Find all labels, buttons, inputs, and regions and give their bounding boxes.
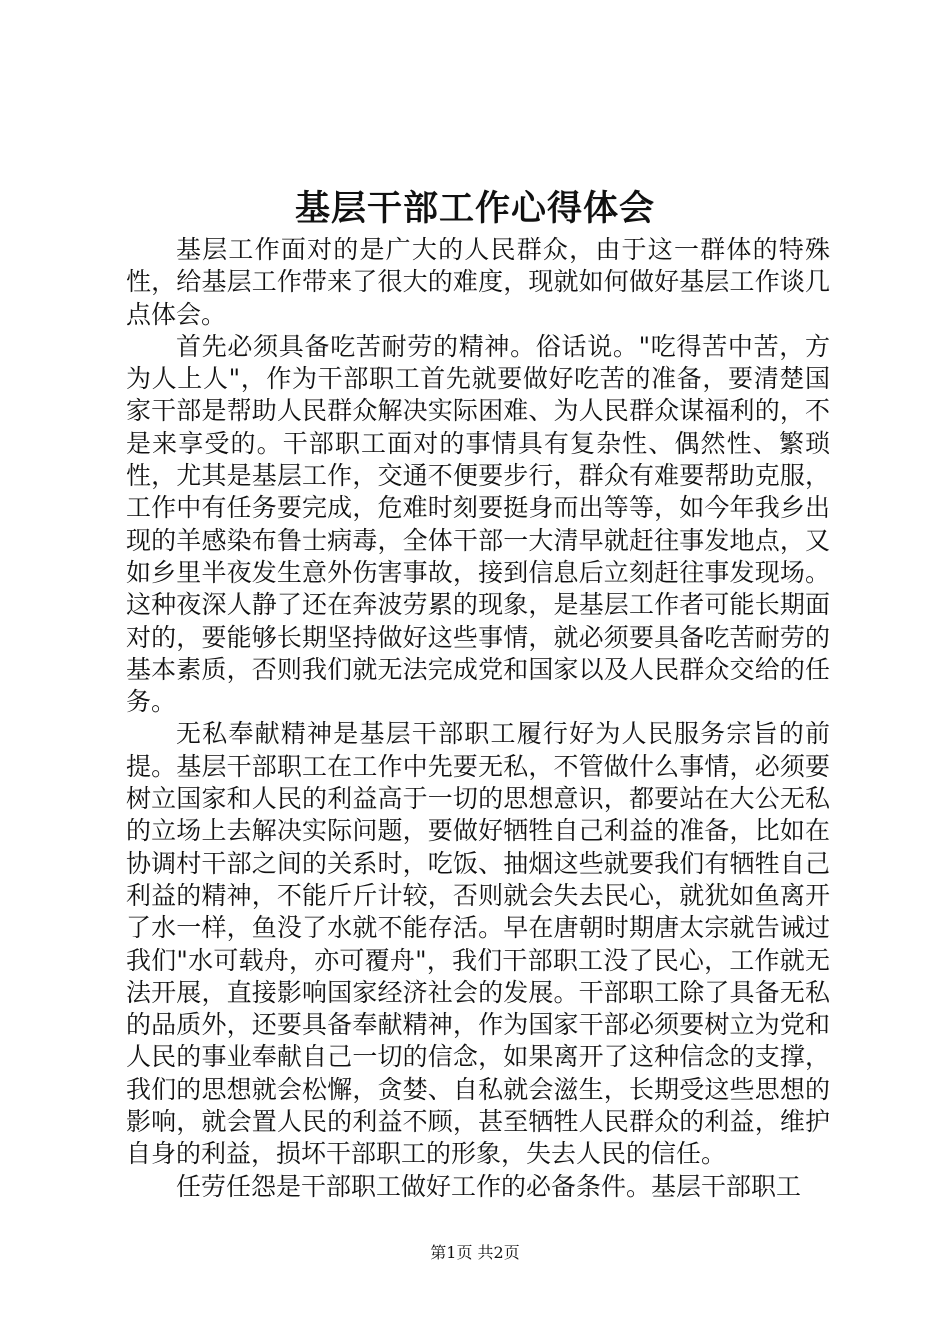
paragraph-hardship: 首先必须具备吃苦耐劳的精神。俗话说。"吃得苦中苦，方为人上人"，作为干部职工首先就要做好吃苦的准备，要清楚国家干部是帮助人民群众解决实际困难、为人民群众谋福利的，不是来享受的。干部职工面对的事情具有复杂性、偶然性、繁琐性，尤其是基层工作，交通不便要步行，群众有难要帮助克服，工作中有任务要完成，危难时刻要挺身而出等等，如今年我乡出现的羊感染布鲁士病毒，全体干部一大清早就赶往事发地点，又如乡里半夜发生意外伤害事故，接到信息后立刻赶往事发现场。这种夜深人静了还在奔波劳累的现象，是基层工作者可能长期面对的，要能够长期坚持做好这些事情，就必须要具备吃苦耐劳的基本素质，否则我们就无法完成党和国家以及人民群众交给的任务。 [126, 331, 830, 717]
document-title: 基层干部工作心得体会 [294, 188, 655, 229]
document-body [126, 234, 830, 1203]
paragraph-diligence: 任劳任怨是干部职工做好工作的必备条件。基层干部职工 [176, 1171, 802, 1201]
paragraph-dedication: 无私奉献精神是基层干部职工履行好为人民服务宗旨的前提。基层干部职工在工作中先要无私，不管做什么事情，必须要树立国家和人民的利益高于一切的思想意识，都要站在大公无私的立场上去解决实际问题，要做好牺牲自己利益的准备，比如在协调村干部之间的关系时，吃饭、抽烟这些就要我们有牺牲自己利益的精神，不能斤斤计较，否则就会失去民心，就犹如鱼离开了水一样，鱼没了水就不能存活。早在唐朝时期唐太宗就告诫过我们"水可载舟，亦可覆舟"，我们干部职工没了民心，工作就无法开展，直接影响国家经济社会的发展。干部职工除了具备无私的品质外，还要具备奉献精神，作为国家干部必须要树立为党和人民的事业奉献自己一切的信念，如果离开了这种信念的支撑，我们的思想就会松懈，贪婪、自私就会滋生，长期受这些思想的影响，就会置人民的利益不顾，甚至牺牲人民群众的利益，维护自身的利益，损坏干部职工的形象，失去人民的信任。 [126, 719, 830, 1169]
paragraph-intro: 基层工作面对的是广大的人民群众，由于这一群体的特殊性，给基层工作带来了很大的难度，现就如何做好基层工作谈几点体会。 [126, 235, 830, 329]
page-footer: 第1页 共2页 [430, 1243, 520, 1262]
